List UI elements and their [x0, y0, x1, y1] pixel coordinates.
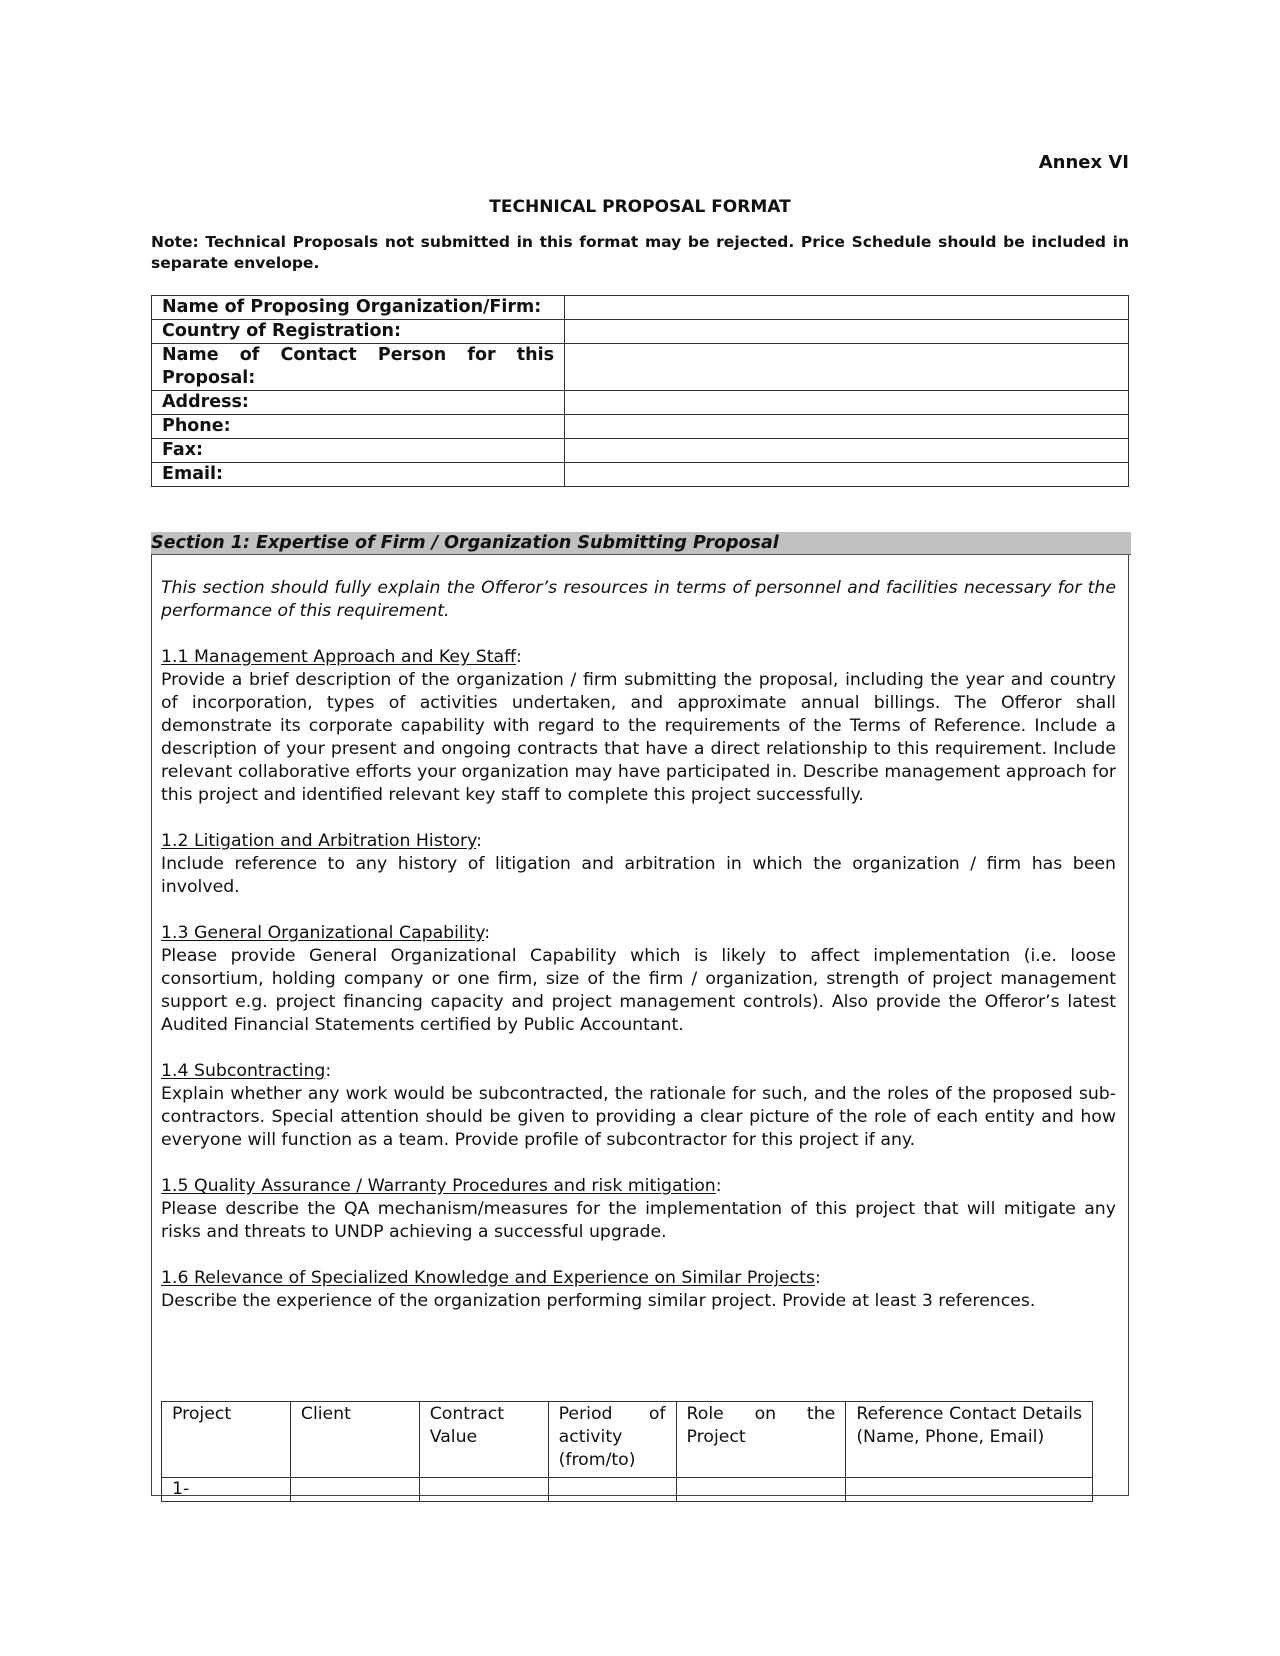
ref-cell[interactable]: 1-: [162, 1478, 291, 1502]
info-value-field[interactable]: [565, 320, 1129, 344]
subsection: 1.2 Litigation and Arbitration History: Include reference to any history of litigation and arbitration in which the organization / firm has been involved.: [161, 831, 1116, 897]
info-row: [152, 296, 1129, 320]
section-1-content: [161, 577, 1116, 1336]
info-value-field[interactable]: [565, 344, 1129, 391]
ref-cell[interactable]: [548, 1478, 676, 1502]
subsection-title: 1.4 Subcontracting: [161, 1061, 326, 1081]
subsection-title: 1.1 Management Approach and Key Staff: [161, 647, 516, 667]
section-1-heading: Section 1: Expertise of Firm / Organization Submitting Proposal: [151, 532, 1131, 555]
subsection: 1.6 Relevance of Specialized Knowledge and Experience on Similar Projects: Describe the experience of the organization performing similar project. Provide at least 3 references.: [161, 1268, 1036, 1311]
info-row: [152, 320, 1129, 344]
info-label: Name of Contact Person for this Proposal:: [152, 344, 565, 391]
info-value-field[interactable]: [565, 439, 1129, 463]
subsection-title: 1.2 Litigation and Arbitration History: [161, 831, 477, 851]
page-title: TECHNICAL PROPOSAL FORMAT: [489, 197, 791, 217]
ref-cell[interactable]: [676, 1478, 846, 1502]
info-value-field[interactable]: [565, 415, 1129, 439]
ref-header-row: [162, 1402, 1093, 1478]
ref-header-cell: Client: [290, 1402, 419, 1478]
ref-header-cell: Reference Contact Details (Name, Phone, Email): [846, 1402, 1093, 1478]
subsection: 1.1 Management Approach and Key Staff: Provide a brief description of the organization / firm submitting the proposal, including the year and country of incorporation, types of activities undertaken, and approximate annual billings. The Offeror shall demonstrate its corporate capability with regard to the requirements of the Terms of Reference. Include a description of your present and ongoing contracts that have a direct relationship to this requirement. Include relevant collaborative efforts your organization may have participated in. Describe management approach for this project and identified relevant key staff to complete this project successfully.: [161, 647, 1116, 805]
ref-cell[interactable]: [419, 1478, 548, 1502]
subsection-body: Provide a brief description of the organization / firm submitting the proposal, including the year and country of incorporation, types of activities undertaken, and approximate annual billings. The Offeror shall demonstrate its corporate capability with regard to the requirements of the Terms of Reference. Include a description of your present and ongoing contracts that have a direct relationship to this requirement. Include relevant collaborative efforts your organization may have participated in. Describe management approach for this project and identified relevant key staff to complete this project successfully.: [161, 670, 1116, 805]
organization-info-table: [151, 295, 1129, 487]
info-row: [152, 344, 1129, 391]
info-value-field[interactable]: [565, 391, 1129, 415]
info-row: [152, 391, 1129, 415]
subsection-body: Describe the experience of the organization performing similar project. Provide at least 3 references.: [161, 1291, 1036, 1311]
info-label: Phone:: [152, 415, 565, 439]
info-value-field[interactable]: [565, 296, 1129, 320]
section-intro: This section should fully explain the Offeror’s resources in terms of personnel and facilities necessary for the performance of this requirement.: [161, 578, 1116, 621]
subsection-body: Please provide General Organizational Capability which is likely to affect implementation (i.e. loose consortium, holding company or one firm, size of the firm / organization, strength of project management support e.g. project financing capacity and project management controls). Also provide the Offeror’s latest Audited Financial Statements certified by Public Accountant.: [161, 946, 1116, 1035]
subsection-title: 1.5 Quality Assurance / Warranty Procedures and risk mitigation: [161, 1176, 716, 1196]
annex-label: Annex VI: [1038, 152, 1129, 173]
subsection-body: Please describe the QA mechanism/measures for the implementation of this project that will mitigate any risks and threats to UNDP achieving a successful upgrade.: [161, 1199, 1116, 1242]
subsection-title: 1.6 Relevance of Specialized Knowledge and Experience on Similar Projects: [161, 1268, 815, 1288]
subsection-body: Include reference to any history of litigation and arbitration in which the organization / firm has been involved.: [161, 854, 1116, 897]
ref-row: [162, 1478, 1093, 1502]
info-row: [152, 415, 1129, 439]
info-row: [152, 463, 1129, 487]
references-table: [161, 1401, 1093, 1502]
subsection-title: 1.3 General Organizational Capability: [161, 923, 485, 943]
ref-header-cell: Contract Value: [419, 1402, 548, 1478]
ref-header-cell: Role on the Project: [676, 1402, 846, 1478]
ref-cell[interactable]: [846, 1478, 1093, 1502]
info-label: Name of Proposing Organization/Firm:: [152, 296, 565, 320]
info-value-field[interactable]: [565, 463, 1129, 487]
ref-cell[interactable]: [290, 1478, 419, 1502]
note-text: Note: Technical Proposals not submitted in this format may be rejected. Price Schedule should be included in separate envelope.: [151, 233, 1129, 272]
ref-header-cell: Project: [162, 1402, 291, 1478]
info-label: Address:: [152, 391, 565, 415]
subsection: 1.3 General Organizational Capability: Please provide General Organizational Capability which is likely to affect implementation (i.e. loose consortium, holding company or one firm, size of the firm / organization, strength of project management support e.g. project financing capacity and project management controls). Also provide the Offeror’s latest Audited Financial Statements certified by Public Accountant.: [161, 923, 1116, 1035]
subsection: 1.4 Subcontracting: Explain whether any work would be subcontracted, the rationale for such, and the roles of the proposed sub-contractors. Special attention should be given to providing a clear picture of the role of each entity and how everyone will function as a team. Provide profile of subcontractor for this project if any.: [161, 1061, 1116, 1150]
info-row: [152, 439, 1129, 463]
subsection-body: Explain whether any work would be subcontracted, the rationale for such, and the roles of the proposed sub-contractors. Special attention should be given to providing a clear picture of the role of each entity and how everyone will function as a team. Provide profile of subcontractor for this project if any.: [161, 1084, 1116, 1150]
subsection: 1.5 Quality Assurance / Warranty Procedures and risk mitigation: Please describe the QA mechanism/measures for the implementation of this project that will mitigate any risks and threats to UNDP achieving a successful upgrade.: [161, 1176, 1116, 1242]
ref-header-cell: Period of activity (from/to): [548, 1402, 676, 1478]
info-label: Country of Registration:: [152, 320, 565, 344]
info-label: Fax:: [152, 439, 565, 463]
info-label: Email:: [152, 463, 565, 487]
